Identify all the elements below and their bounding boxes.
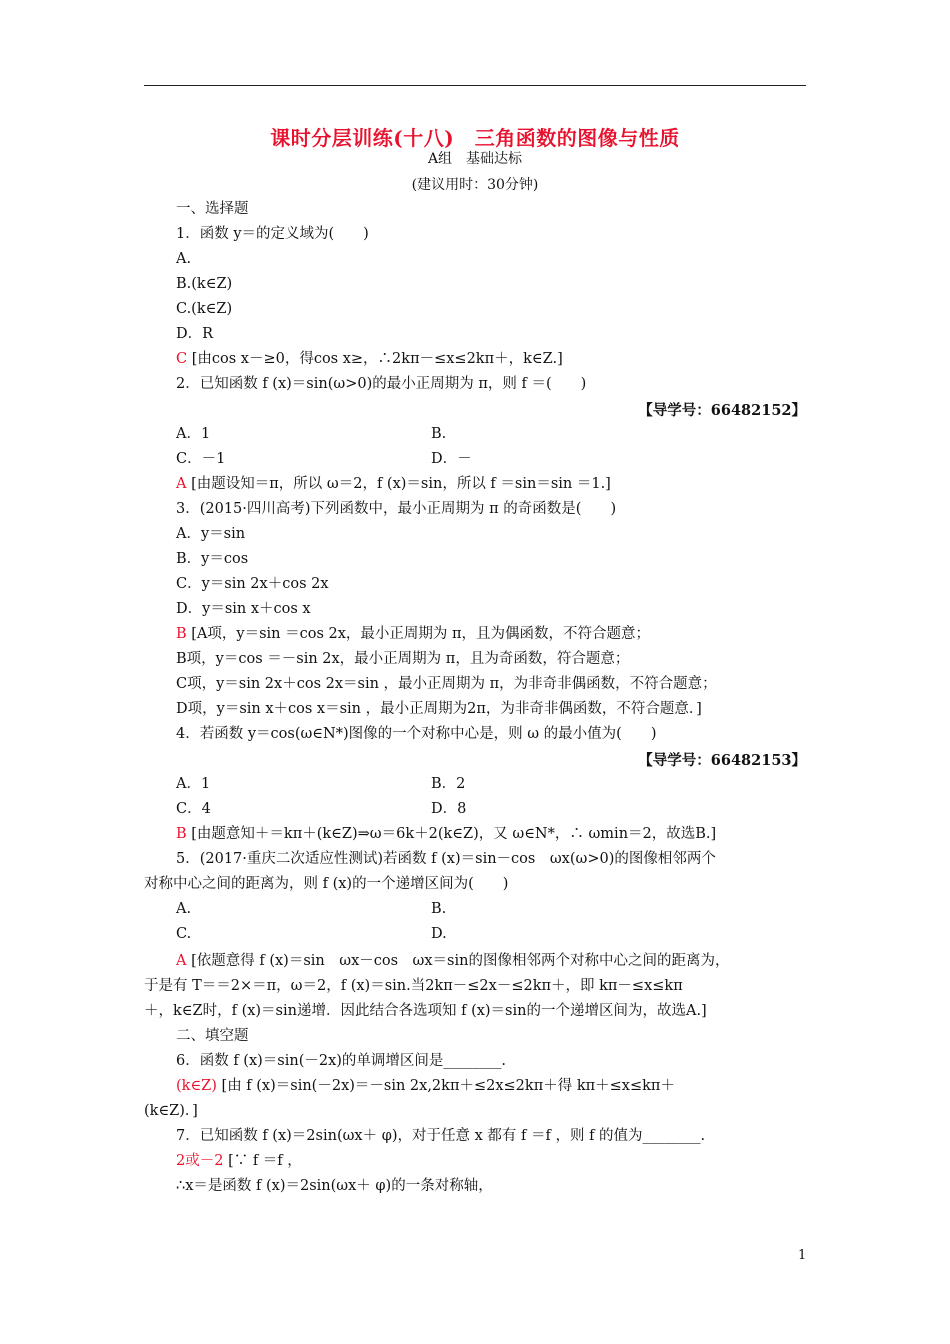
q6-answer-line-2: (k∈Z)．]	[144, 1103, 198, 1119]
q2-ref: 【导学号：66482152】	[638, 402, 806, 419]
q4-option-a: A．1	[176, 776, 211, 792]
q5-option-c: C.	[176, 926, 192, 942]
header-rule	[144, 85, 806, 86]
q6-answer	[176, 1076, 675, 1096]
q1-option-c: C.(k∈Z)	[176, 301, 233, 317]
q7-stem: 7．已知函数 f (x)＝2sin(ωx＋ φ)，对于任意 x 都有 f ＝f ，则 f 的值为________.	[176, 1128, 706, 1144]
q5-option-a: A.	[176, 901, 192, 917]
q7-answer-line-2: ∴x＝是函数 f (x)＝2sin(ωx＋ φ)的一条对称轴，	[176, 1178, 493, 1194]
q5-stem-line-2: 对称中心之间的距离为，则 f (x)的一个递增区间为( )	[144, 876, 509, 892]
q5-option-d: D.	[431, 926, 447, 942]
q1-option-d: D．R	[176, 326, 214, 342]
q5-answer	[176, 951, 729, 971]
section-fill: 二、填空题	[176, 1028, 249, 1044]
q4-ref: 【导学号：66482153】	[638, 752, 806, 769]
q6-answer-red: (k∈Z)	[176, 1078, 217, 1094]
q5-answer-line-3: ＋，k∈Z时，f (x)＝sin递增．因此结合各选项知 f (x)＝sin的一个递增区间为，故选A.]	[144, 1003, 707, 1019]
q4-answer-text: [由题意知＋＝kπ＋(k∈Z)⇒ω＝6k＋2(k∈Z)，又 ω∈N*，∴ ωmin＝2，故选B.]	[191, 826, 717, 842]
q3-answer-line-1: [A项，y＝sin ＝cos 2x，最小正周期为 π，且为偶函数，不符合题意；	[191, 626, 651, 642]
q3-option-c: C．y＝sin 2x＋cos 2x	[176, 576, 329, 592]
q6-answer-line-1: [由 f (x)＝sin(－2x)＝－sin 2x,2kπ＋≤2x≤2kπ＋得 kπ＋≤x≤kπ＋	[221, 1078, 675, 1094]
q2-answer-letter: A	[176, 476, 187, 492]
q4-answer-letter: B	[176, 826, 187, 842]
q4-answer	[176, 824, 716, 844]
q5-stem-line-1: 5．(2017·重庆二次适应性测试)若函数 f (x)＝sin－cos ωx(ω>0)的图像相邻两个	[176, 851, 716, 867]
page-title: 课时分层训练(十八) 三角函数的图像与性质	[270, 126, 680, 150]
q2-option-a: A．1	[176, 426, 211, 442]
q3-answer-line-2: B项，y＝cos ＝－sin 2x，最小正周期为 π，且为奇函数，符合题意；	[176, 651, 630, 667]
q5-answer-line-2: 于是有 T＝＝2×＝π，ω＝2，f (x)＝sin.当2kπ－≤2x－≤2kπ＋，即 kπ－≤x≤kπ	[144, 978, 683, 994]
q3-option-a: A．y＝sin	[176, 526, 246, 542]
q3-option-d: D．y＝sin x＋cos x	[176, 601, 311, 617]
q3-stem: 3．(2015·四川高考)下列函数中，最小正周期为 π 的奇函数是( )	[176, 501, 617, 517]
q1-answer	[176, 349, 563, 369]
q2-stem: 2．已知函数 f (x)＝sin(ω>0)的最小正周期为 π，则 f ＝( )	[176, 376, 587, 392]
q3-answer	[176, 624, 650, 644]
q3-answer-line-3: C项，y＝sin 2x＋cos 2x＝sin ，最小正周期为 π，为非奇非偶函数，不符合题意；	[176, 676, 717, 692]
q7-answer	[176, 1151, 302, 1171]
q2-answer	[176, 474, 611, 494]
q5-answer-line-1: [依题意得 f (x)＝sin ωx－cos ωx＝sin的图像相邻两个对称中心之间的距离为，	[191, 953, 730, 969]
q6-stem: 6．函数 f (x)＝sin(－2x)的单调增区间是________.	[176, 1053, 507, 1069]
q1-option-a: A.	[176, 251, 192, 267]
q2-option-c: C．－1	[176, 451, 226, 467]
q1-answer-letter: C	[176, 351, 188, 367]
q7-answer-red: 2或－2	[176, 1153, 224, 1169]
q4-stem: 4．若函数 y＝cos(ω∈N*)图像的一个对称中心是，则 ω 的最小值为( )	[176, 726, 657, 742]
q2-option-b: B.	[431, 426, 447, 442]
group-label: A组 基础达标	[427, 151, 523, 167]
q3-answer-letter: B	[176, 626, 187, 642]
q4-option-c: C．4	[176, 801, 211, 817]
q5-option-b: B.	[431, 901, 447, 917]
q7-answer-line-1: [∵ f ＝f ，	[228, 1153, 302, 1169]
q4-option-d: D．8	[431, 801, 467, 817]
q2-answer-text: [由题设知＝π，所以 ω＝2，f (x)＝sin，所以 f ＝sin＝sin ＝1.]	[191, 476, 611, 492]
q3-option-b: B．y＝cos	[176, 551, 249, 567]
q4-option-b: B．2	[431, 776, 466, 792]
page-number: 1	[798, 1248, 807, 1263]
q1-stem: 1．函数 y＝的定义域为( )	[176, 226, 369, 242]
q2-option-d: D．－	[431, 451, 472, 467]
section-choice: 一、选择题	[176, 201, 249, 217]
time-hint: (建议用时：30分钟)	[411, 177, 539, 193]
q1-answer-text: [由cos x－≥0，得cos x≥，∴2kπ－≤x≤2kπ＋，k∈Z.]	[191, 351, 563, 367]
q1-option-b: B.(k∈Z)	[176, 276, 233, 292]
q5-answer-letter: A	[176, 953, 187, 969]
q3-answer-line-4: D项，y＝sin x＋cos x＝sin ，最小正周期为2π，为非奇非偶函数，不符合题意．]	[176, 701, 702, 717]
